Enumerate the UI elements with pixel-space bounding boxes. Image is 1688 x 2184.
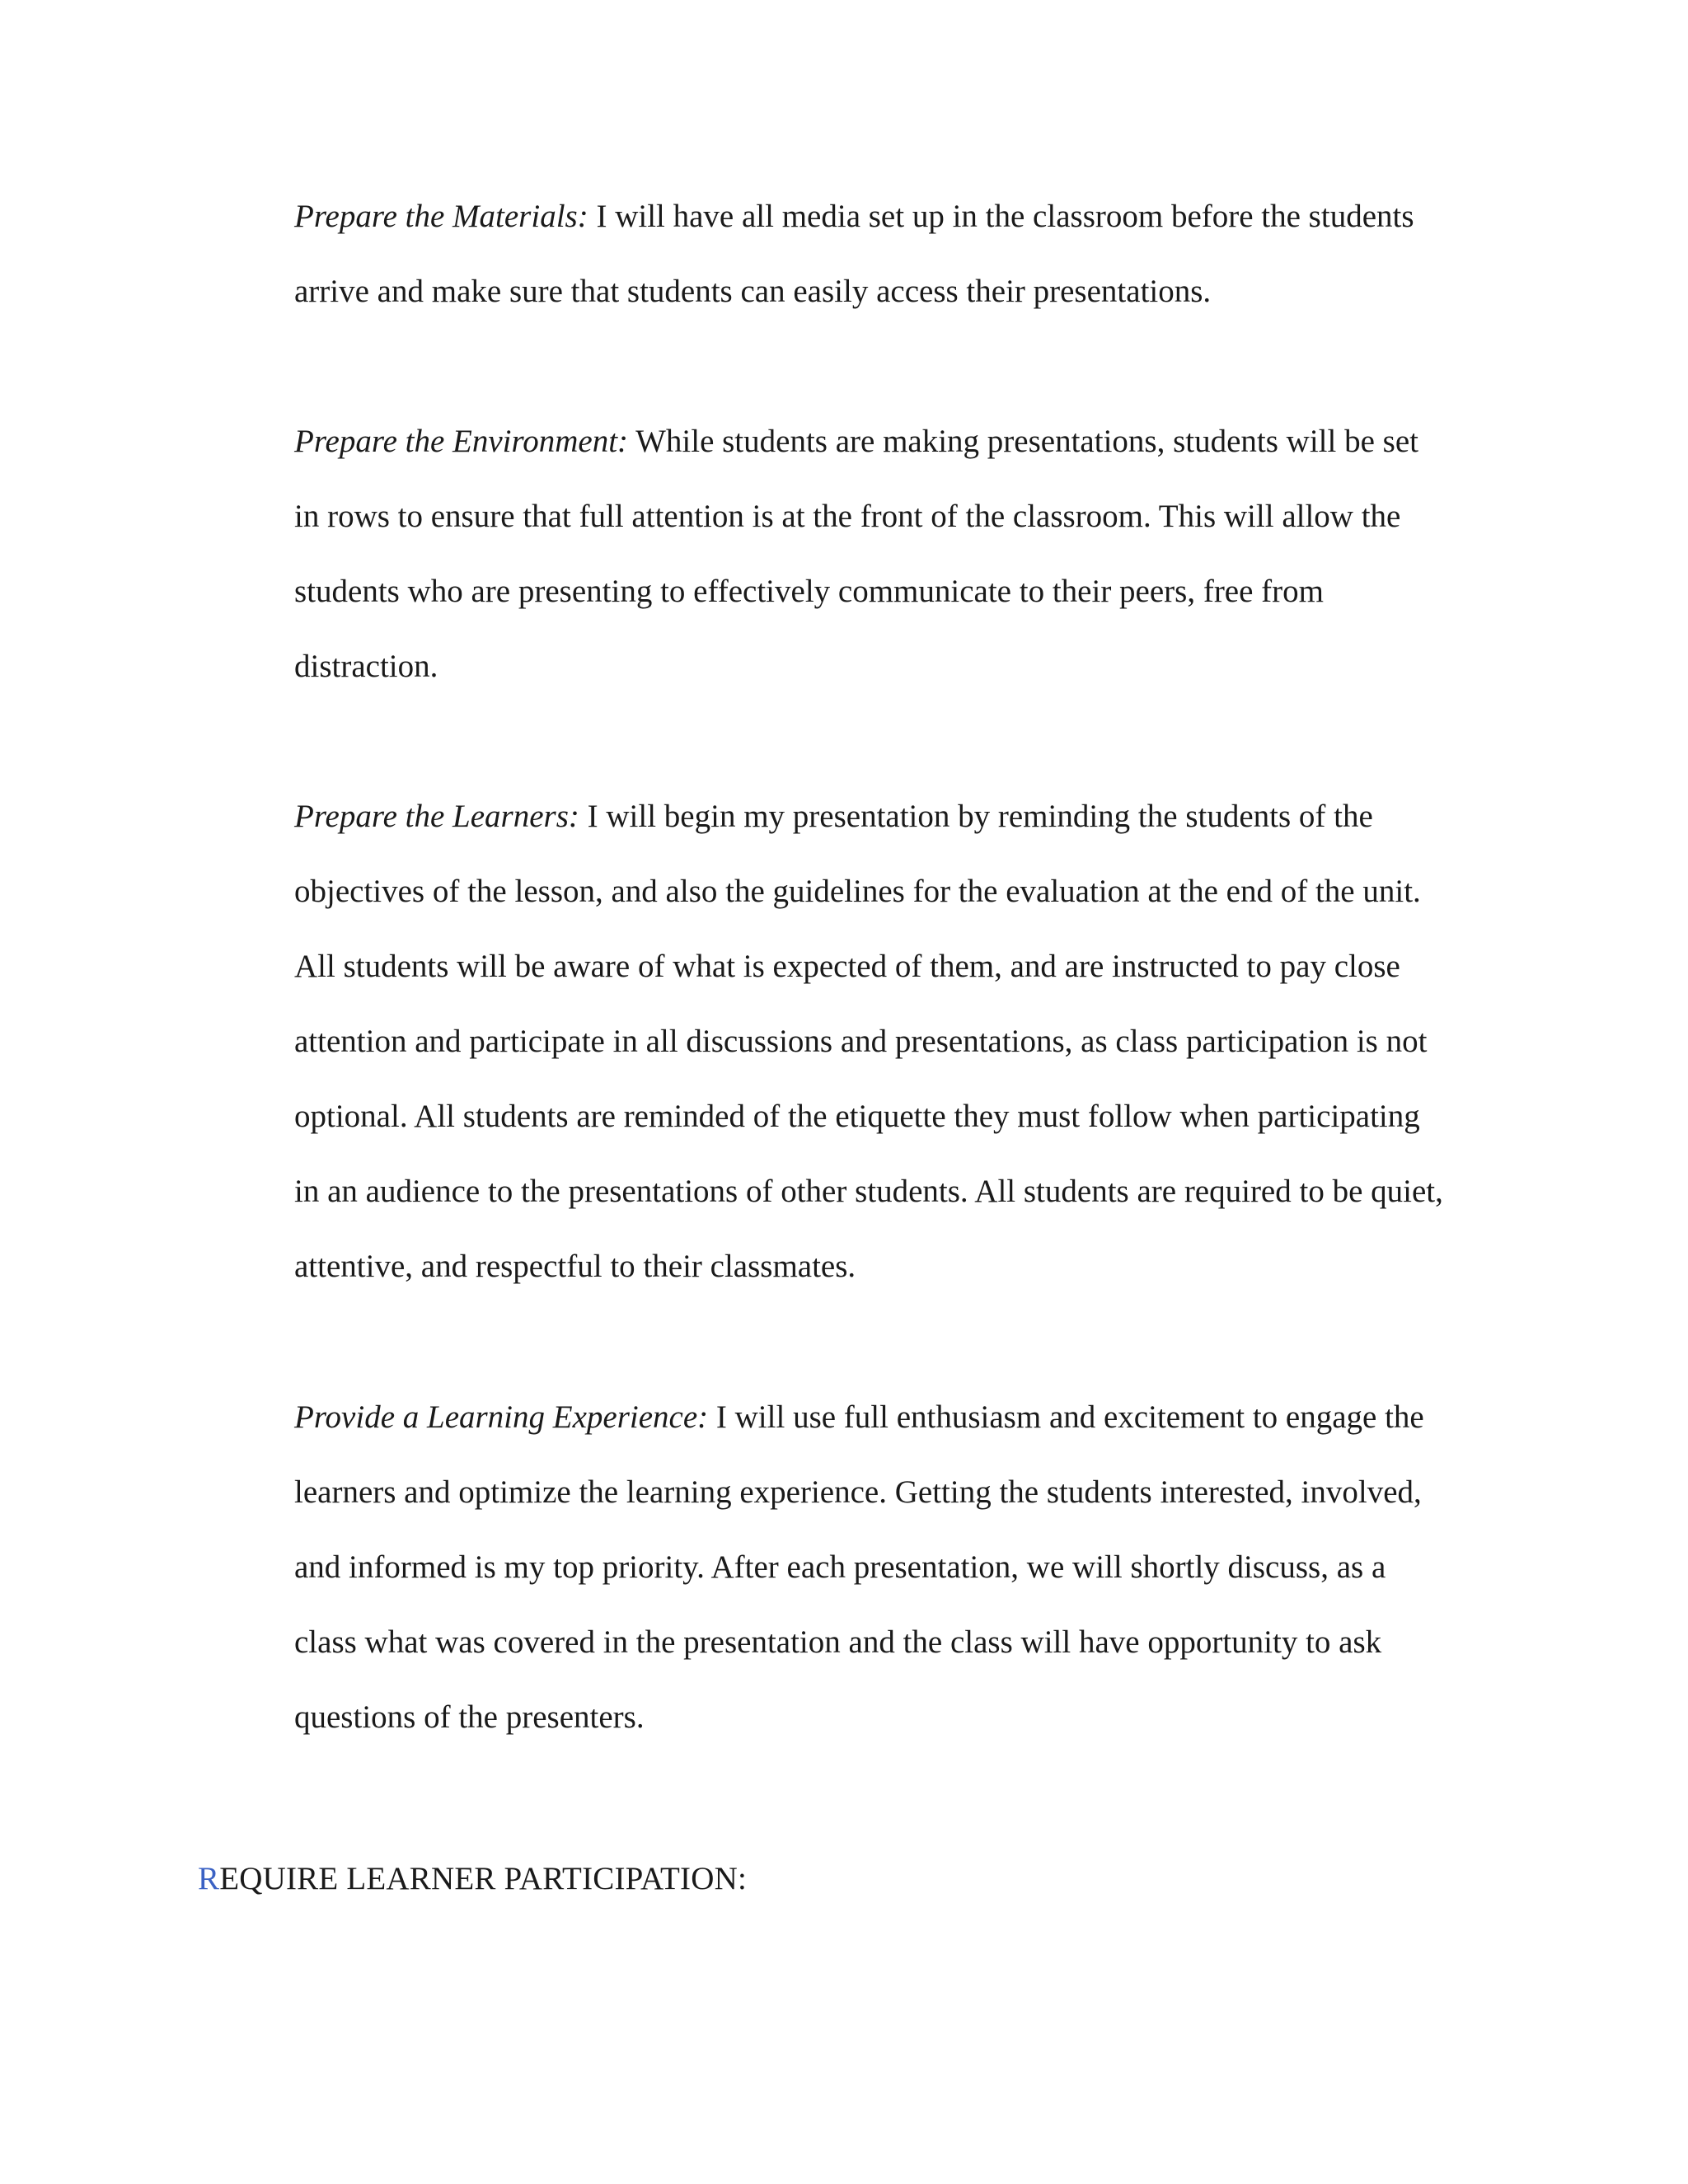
paragraph-lead: Prepare the Learners: [294, 799, 579, 834]
section-heading [198, 1841, 747, 1916]
paragraph-prepare-materials [294, 179, 1481, 329]
paragraph-line: objectives of the lesson, and also the guidelines for the evaluation at the end of the unit. [294, 874, 1421, 909]
paragraph-line: learners and optimize the learning experience. Getting the students interested, involved, [294, 1474, 1422, 1510]
paragraph-line: in rows to ensure that full attention is at the front of the classroom. This will allow the [294, 499, 1401, 534]
paragraph-lead: Prepare the Environment: [294, 424, 629, 459]
paragraph-lead: Provide a Learning Experience: [294, 1399, 709, 1435]
paragraph-prepare-environment [294, 404, 1481, 704]
paragraph-learning-experience [294, 1380, 1481, 1755]
heading-initial: R [198, 1861, 220, 1896]
paragraph-lead: Prepare the Materials: [294, 199, 588, 234]
paragraph-line: questions of the presenters. [294, 1699, 645, 1735]
paragraph-line: optional. All students are reminded of the etiquette they must follow when participating [294, 1099, 1420, 1134]
paragraph-line: students who are presenting to effectively communicate to their peers, free from [294, 574, 1324, 609]
paragraph-text: I will begin my presentation by reminding the students of the [579, 799, 1373, 834]
paragraph-line [294, 404, 1481, 479]
paragraph-line [294, 779, 1481, 854]
paragraph-line: attention and participate in all discussions and presentations, as class participation is not [294, 1024, 1428, 1059]
paragraph-line: and informed is my top priority. After each presentation, we will shortly discuss, as a [294, 1549, 1386, 1585]
paragraph-text: I will have all media set up in the classroom before the students [588, 199, 1414, 234]
paragraph-line: in an audience to the presentations of other students. All students are required to be quiet, [294, 1174, 1443, 1209]
paragraph-line: class what was covered in the presentation and the class will have opportunity to ask [294, 1624, 1382, 1660]
paragraph-line [294, 179, 1481, 254]
paragraph-line: arrive and make sure that students can easily access their presentations. [294, 274, 1212, 309]
paragraph-line [294, 1380, 1481, 1455]
paragraph-text: I will use full enthusiasm and excitement to engage the [708, 1399, 1424, 1435]
paragraph-line: All students will be aware of what is expected of them, and are instructed to pay close [294, 949, 1400, 984]
paragraph-line: attentive, and respectful to their classmates. [294, 1249, 856, 1284]
paragraph-text: While students are making presentations, students will be set [628, 424, 1418, 459]
heading-rest: EQUIRE LEARNER PARTICIPATION: [219, 1861, 747, 1896]
paragraph-prepare-learners [294, 779, 1481, 1304]
paragraph-line: distraction. [294, 649, 438, 684]
